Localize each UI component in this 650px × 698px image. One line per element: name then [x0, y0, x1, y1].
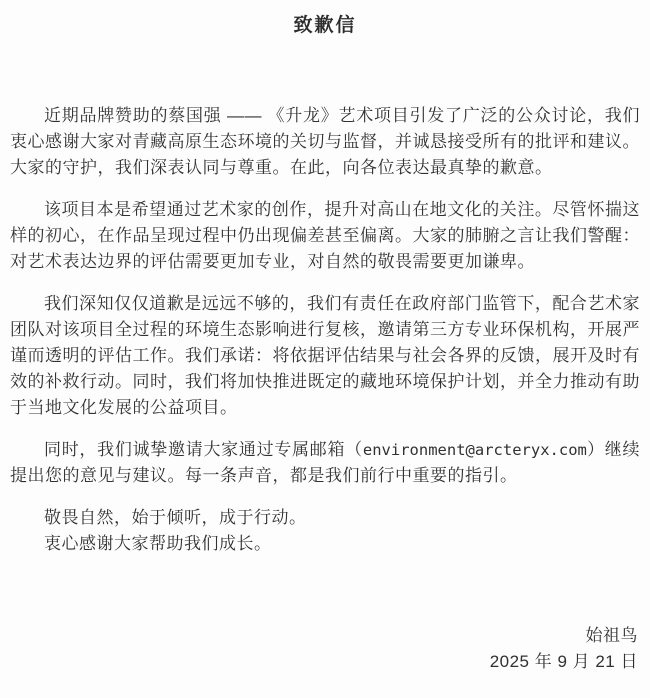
letter-paragraph-1: 近期品牌赞助的蔡国强 —— 《升龙》艺术项目引发了广泛的公众讨论，我们衷心感谢大家对青藏高原生态环境的关切与监督，并诚恳接受所有的批评和建议。大家的守护，我们深表认同与尊重。在此，向各位表达最真挚的歉意。	[10, 106, 640, 177]
signature-name: 始祖鸟	[585, 626, 638, 645]
email-paragraph-suffix: ）继续提出您的意见与建议。每一条声音，都是我们前行中重要的指引。	[10, 440, 641, 485]
signature-block	[10, 623, 640, 675]
signature-date: 2025 年 9 月 21 日	[489, 652, 638, 671]
letter-paragraph-3: 我们深知仅仅道歉是远远不够的，我们有责任在政府部门监管下，配合艺术家团队对该项目全过程的环境生态影响进行复核，邀请第三方专业环保机构，开展严谨而透明的评估工作。我们承诺：将依据评估结果与社会各界的反馈，展开及时有效的补救行动。同时，我们将加快推进既定的藏地环境保护计划，并全力推动有助于当地文化发展的公益项目。	[10, 294, 640, 417]
closing-line-1: 敬畏自然，始于倾听，成于行动。	[44, 508, 307, 527]
email-paragraph-prefix: 同时，我们诚挚邀请大家通过专属邮箱（	[44, 440, 363, 459]
closing-line-2: 衷心感谢大家帮助我们成长。	[44, 534, 272, 553]
letter-title: 致歉信	[293, 15, 357, 36]
contact-email: environment@arcteryx.com	[362, 441, 587, 459]
closing-block	[10, 505, 640, 557]
letter-paragraph-4	[10, 437, 640, 489]
letter-paragraph-2: 该项目本是希望通过艺术家的创作，提升对高山在地文化的关注。尽管怀揣这样的初心，在作品呈现过程中仍出现偏差甚至偏离。大家的肺腑之言让我们警醒：对艺术表达边界的评估需要更加专业，对自然的敬畏需要更加谦卑。	[10, 200, 640, 271]
